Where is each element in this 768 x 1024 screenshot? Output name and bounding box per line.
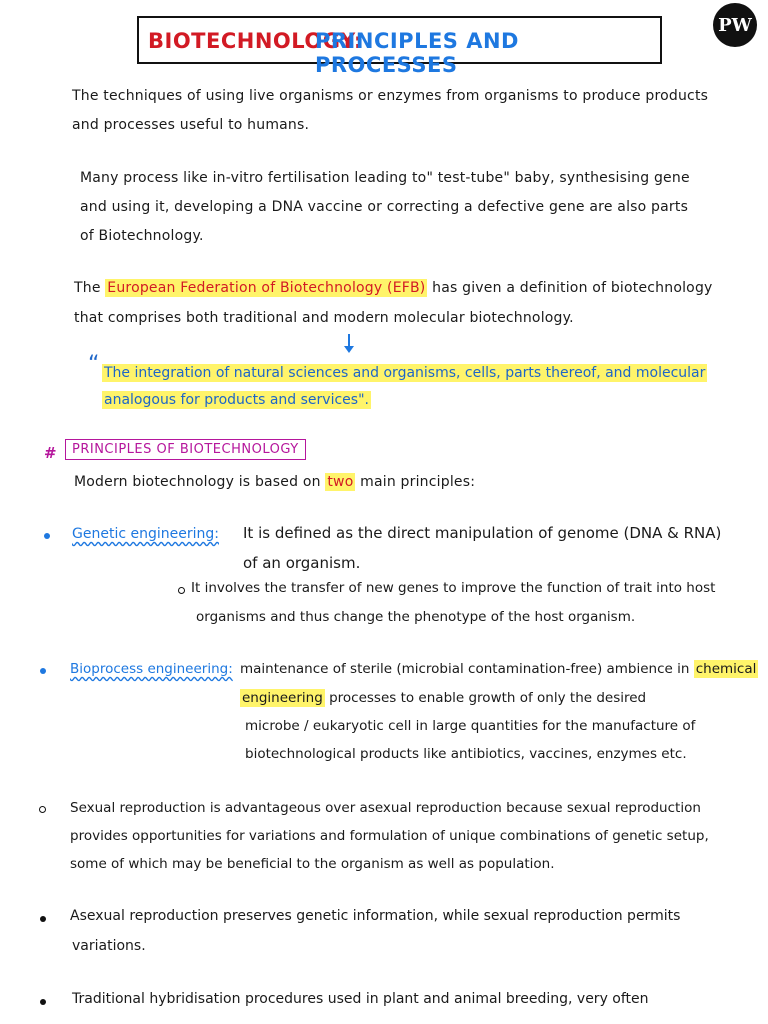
- down-arrow-icon: [343, 334, 355, 354]
- genetic-sub-line1: It involves the transfer of new genes to improve the function of trait into host: [191, 580, 716, 596]
- bioprocess-line1-text: maintenance of sterile (microbial contamination-free) ambience in: [240, 661, 690, 677]
- bullet2-line2: variations.: [72, 938, 146, 954]
- bullet1-line1: Sexual reproduction is advantageous over asexual reproduction because sexual reproduction: [70, 800, 701, 816]
- bioprocess-engineering-label: Bioprocess engineering:: [70, 661, 233, 677]
- bioprocess-line4: biotechnological products like antibiotics, vaccines, enzymes etc.: [245, 746, 687, 762]
- efb-suffix: has given a definition of biotechnology: [432, 280, 713, 296]
- bioprocess-line3: microbe / eukaryotic cell in large quantities for the manufacture of: [245, 718, 696, 734]
- intro-line1: The techniques of using live organisms or enzymes from organisms to produce products: [72, 88, 709, 104]
- efb-line2: that comprises both traditional and modern molecular biotechnology.: [74, 310, 574, 326]
- bioprocess-highlight-chemical: chemical: [695, 661, 757, 677]
- principles-intro-suffix: main principles:: [360, 474, 476, 490]
- para2-line2: and using it, developing a DNA vaccine or correcting a defective gene are also parts: [80, 199, 689, 215]
- bioprocess-line2-text: processes to enable growth of only the desired: [329, 690, 647, 706]
- bullet1-line3: some of which may be beneficial to the organism as well as population.: [70, 856, 555, 872]
- genetic-line2: of an organism.: [243, 554, 361, 572]
- bullet3-line1: Traditional hybridisation procedures used in plant and animal breeding, very often: [72, 991, 649, 1007]
- quote-line2: analogous for products and services".: [104, 392, 369, 408]
- pw-logo: [713, 3, 757, 47]
- principles-intro-two: two: [327, 474, 354, 490]
- quote-line1-wrap: [102, 362, 707, 381]
- efb-name: European Federation of Biotechnology (EFB): [107, 280, 426, 296]
- section-heading-principles: PRINCIPLES OF BIOTECHNOLOGY: [65, 439, 306, 460]
- page-title-part1: BIOTECHNOLOGY:: [148, 29, 363, 53]
- bioprocess-line1: [240, 661, 758, 677]
- quote-open-mark: “: [88, 352, 100, 377]
- page-title-part2: PRINCIPLES AND PROCESSES: [315, 29, 519, 77]
- principles-intro: [74, 474, 475, 490]
- bullet-dot: [40, 916, 46, 922]
- sub-bullet-ring: [178, 587, 185, 594]
- bullet-dot: [40, 668, 46, 674]
- efb-prefix: The: [74, 280, 101, 296]
- bullet-dot: [40, 999, 46, 1005]
- logo-text: PW: [718, 14, 752, 36]
- page-title-box: [137, 16, 662, 77]
- para2-line3: of Biotechnology.: [80, 228, 204, 244]
- para2-line1: Many process like in-vitro fertilisation leading to" test-tube" baby, synthesising gene: [80, 170, 690, 186]
- bullet-ring: [39, 806, 46, 813]
- genetic-line1: It is defined as the direct manipulation of genome (DNA & RNA): [243, 524, 722, 542]
- bioprocess-highlight-engineering: engineering: [242, 690, 323, 706]
- efb-line1: [74, 280, 713, 296]
- quote-line1: The integration of natural sciences and organisms, cells, parts thereof, and molecular: [104, 365, 706, 381]
- genetic-sub-line2: organisms and thus change the phenotype of the host organism.: [196, 609, 636, 625]
- bullet1-line2: provides opportunities for variations and formulation of unique combinations of genetic setup,: [70, 828, 709, 844]
- intro-line2: and processes useful to humans.: [72, 117, 310, 133]
- quote-line2-wrap: [102, 389, 371, 408]
- section-hash-mark: #: [44, 444, 57, 462]
- bullet-dot: [44, 533, 50, 539]
- bullet2-line1: Asexual reproduction preserves genetic information, while sexual reproduction permits: [70, 908, 681, 924]
- genetic-engineering-label: Genetic engineering:: [72, 526, 219, 542]
- bioprocess-line2: [240, 690, 646, 706]
- principles-intro-prefix: Modern biotechnology is based on: [74, 474, 321, 490]
